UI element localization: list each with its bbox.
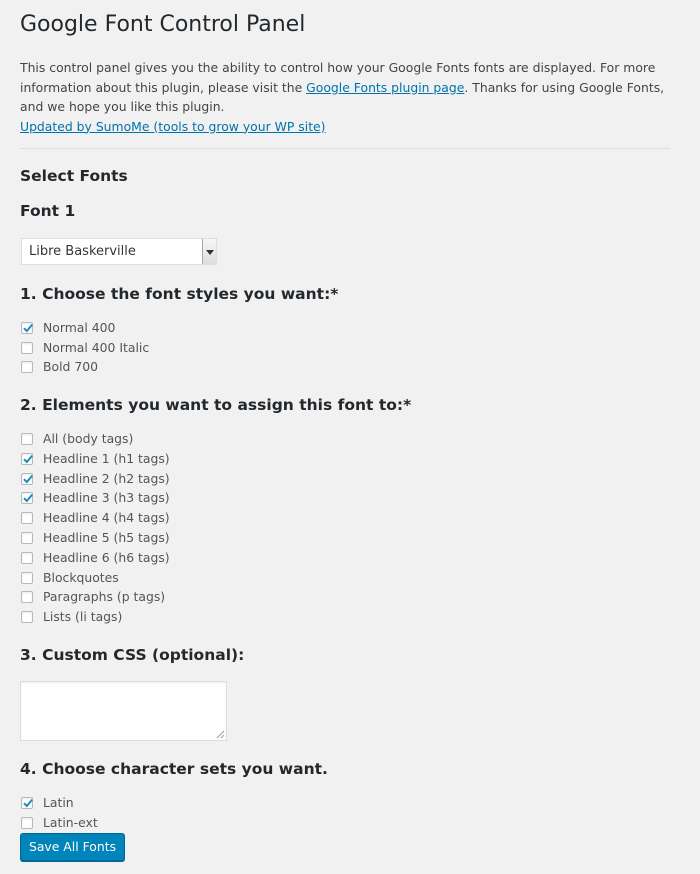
custom-css-heading: 3. Custom CSS (optional): xyxy=(20,646,245,664)
checkbox[interactable] xyxy=(21,453,33,465)
checkbox[interactable] xyxy=(21,611,33,623)
checkbox-label: Latin-ext xyxy=(43,814,98,830)
checkmark-icon xyxy=(21,796,35,810)
checkbox[interactable] xyxy=(21,797,33,809)
checkbox[interactable] xyxy=(21,512,33,524)
checkbox-label: Headline 1 (h1 tags) xyxy=(43,450,170,466)
checkbox-label: Bold 700 xyxy=(43,359,98,375)
checkbox-label: Latin xyxy=(43,795,74,810)
checkbox-label: Headline 6 (h6 tags) xyxy=(43,549,170,565)
checkbox-label: Blockquotes xyxy=(43,569,119,585)
checkmark-icon xyxy=(21,321,35,335)
checkbox[interactable] xyxy=(21,342,33,354)
checkbox-label: Headline 4 (h4 tags) xyxy=(43,510,170,526)
select-fonts-heading: Select Fonts xyxy=(20,167,128,185)
page-title: Google Font Control Panel xyxy=(20,12,306,37)
checkbox-label: Headline 3 (h3 tags) xyxy=(43,490,170,506)
intro-text xyxy=(20,58,670,136)
checkbox[interactable] xyxy=(21,492,33,504)
checkbox-label: Headline 2 (h2 tags) xyxy=(43,470,170,486)
intro-text-part1: This control panel gives you the ability to control how your Google Fonts fonts are displayed. For more information about this plugin, please visit the xyxy=(20,60,656,95)
intro-text-part2: . Thanks for using Google Fonts, and we hope you like this plugin. xyxy=(20,79,665,114)
checkbox[interactable] xyxy=(21,433,33,445)
checkbox-label: Normal 400 Italic xyxy=(43,339,150,355)
font-1-heading: Font 1 xyxy=(20,202,76,220)
font-select[interactable] xyxy=(21,238,217,265)
checkmark-icon xyxy=(21,472,35,486)
charsets-heading: 4. Choose character sets you want. xyxy=(20,760,328,778)
checkbox-label: All (body tags) xyxy=(43,431,134,446)
save-all-fonts-button[interactable]: Save All Fonts xyxy=(20,833,125,861)
checkbox[interactable] xyxy=(21,361,33,373)
elements-heading: 2. Elements you want to assign this font to:* xyxy=(20,396,412,414)
checkbox-label: Paragraphs (p tags) xyxy=(43,589,166,605)
checkbox[interactable] xyxy=(21,552,33,564)
checkmark-icon xyxy=(21,491,35,505)
checkbox-label: Headline 5 (h5 tags) xyxy=(43,530,170,545)
checkbox-label: Normal 400 xyxy=(43,320,116,335)
chevron-down-icon[interactable] xyxy=(202,239,216,264)
checkbox[interactable] xyxy=(21,572,33,584)
checkbox[interactable] xyxy=(21,532,33,544)
font-select-value: Libre Baskerville xyxy=(29,244,136,259)
custom-css-textarea[interactable] xyxy=(20,681,227,741)
plugin-page-link[interactable]: Google Fonts plugin page xyxy=(306,79,465,95)
checkbox[interactable] xyxy=(21,817,33,829)
font-styles-heading: 1. Choose the font styles you want:* xyxy=(20,285,339,303)
checkbox-label: Lists (li tags) xyxy=(43,609,123,625)
checkbox[interactable] xyxy=(21,591,33,603)
divider xyxy=(20,148,670,149)
sumome-credit-link[interactable]: Updated by SumoMe (tools to grow your WP site) xyxy=(20,118,326,134)
resize-grip-icon[interactable] xyxy=(216,730,225,739)
checkbox[interactable] xyxy=(21,322,33,334)
checkbox[interactable] xyxy=(21,473,33,485)
checkmark-icon xyxy=(21,452,35,466)
